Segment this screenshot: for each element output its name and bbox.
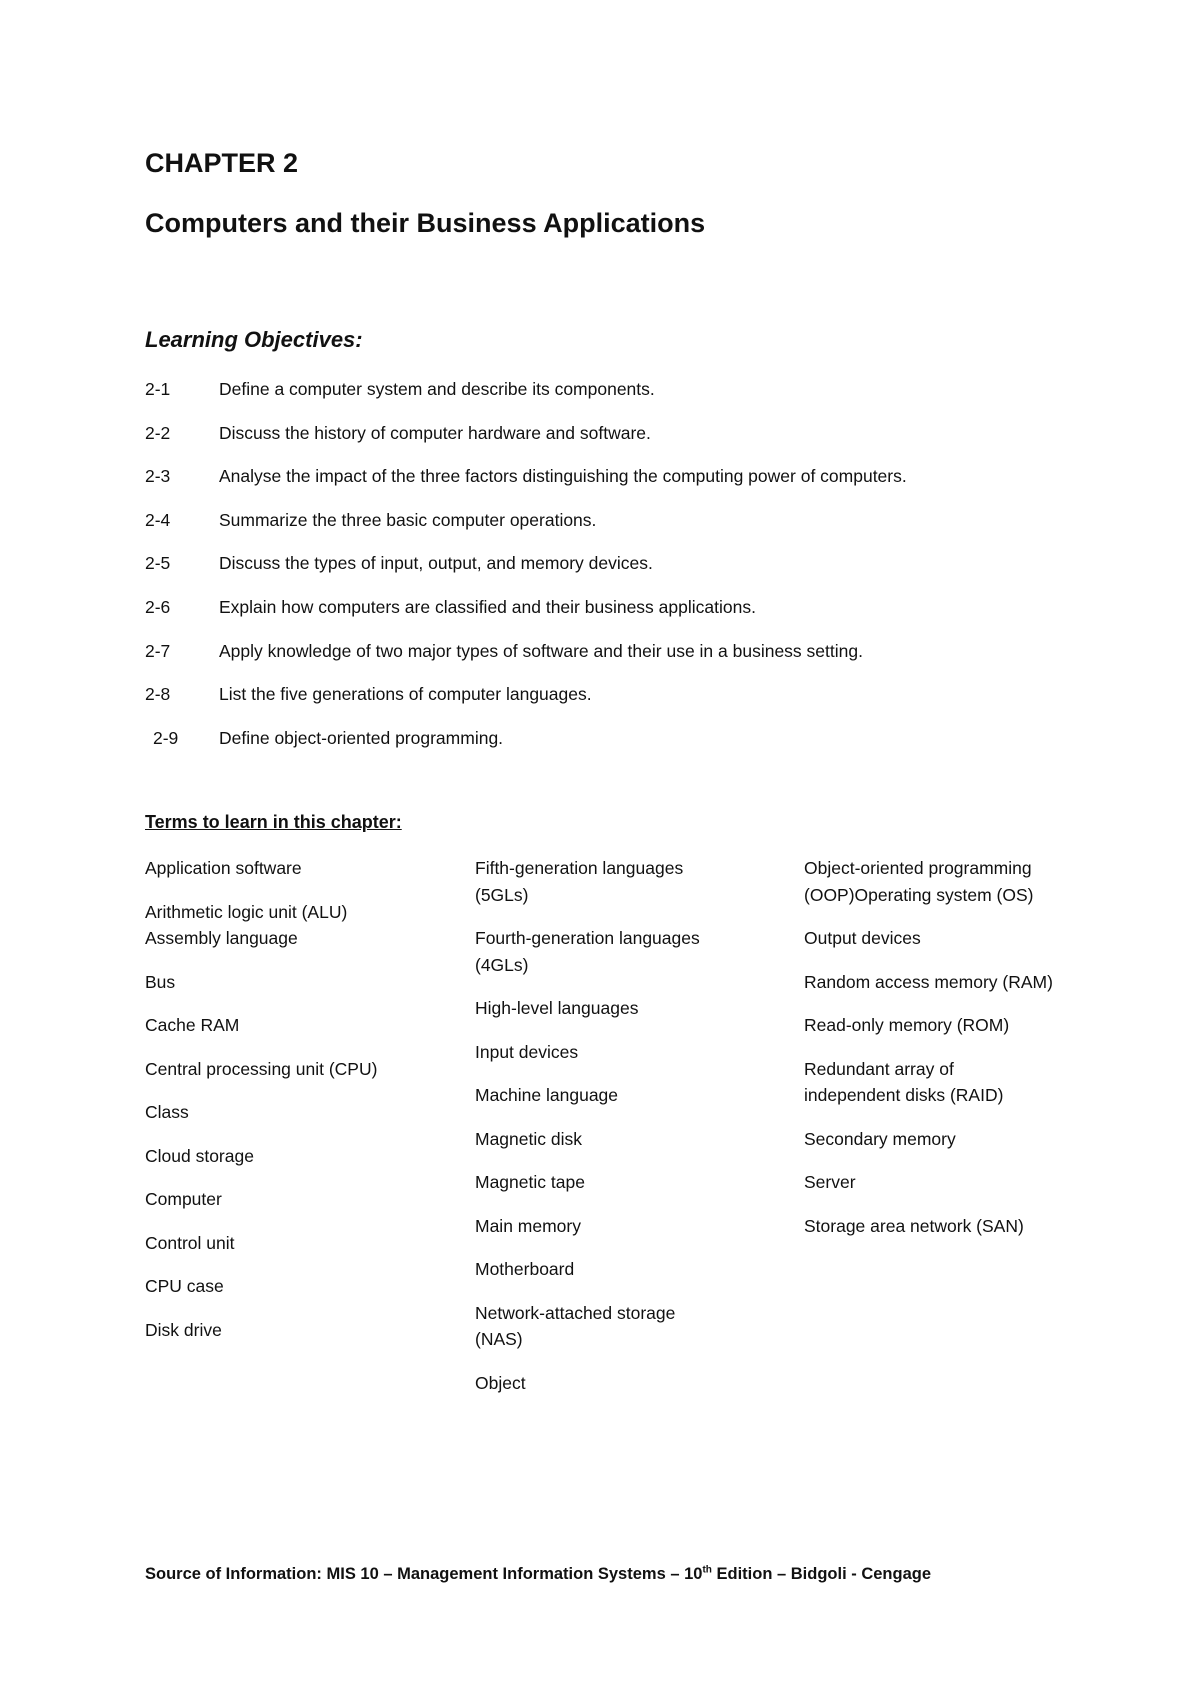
terms-column-1 xyxy=(145,855,395,1360)
term-item: Random access memory (RAM) xyxy=(804,971,1053,992)
objective-item xyxy=(145,682,1105,726)
objective-text: Define object-oriented programming. xyxy=(219,727,504,748)
term-item: Read-only memory (ROM) xyxy=(804,1015,1010,1035)
term-item: Magnetic disk xyxy=(475,1128,582,1149)
objective-item xyxy=(145,508,1105,552)
objective-item xyxy=(145,551,1105,595)
term-item: Cloud storage xyxy=(145,1145,254,1166)
objective-item xyxy=(145,595,1105,639)
objective-number: 2-9 xyxy=(153,727,179,748)
term-item: Object xyxy=(475,1372,526,1393)
objective-item xyxy=(145,726,1105,770)
terms-column-3 xyxy=(804,855,1054,1256)
objective-item xyxy=(145,639,1105,683)
objective-number: 2-8 xyxy=(145,684,171,705)
term-item: Machine language xyxy=(475,1085,619,1105)
term-item: Application software xyxy=(145,858,302,878)
objective-text: Summarize the three basic computer operations. xyxy=(219,509,597,530)
objective-item xyxy=(145,377,1105,421)
objective-text: Discuss the types of input, output, and memory devices. xyxy=(219,553,653,574)
term-item: Disk drive xyxy=(145,1319,222,1340)
term-item: Cache RAM xyxy=(145,1015,240,1035)
term-item: Fifth-generation languages (5GLs) xyxy=(475,858,684,905)
term-item: Fourth-generation languages (4GLs) xyxy=(475,928,700,975)
term-item: Magnetic tape xyxy=(475,1172,585,1192)
term-item: Input devices xyxy=(475,1041,579,1062)
objective-number: 2-5 xyxy=(145,553,171,574)
objective-text: List the five generations of computer languages. xyxy=(219,684,592,705)
term-item: Bus xyxy=(145,971,176,992)
objective-text: Define a computer system and describe its components. xyxy=(219,379,655,399)
objective-item xyxy=(145,464,1105,508)
terms-column-2 xyxy=(475,855,725,1413)
term-item: Object-oriented programming (OOP)Operating system (OS) xyxy=(804,858,1034,905)
objective-number: 2-3 xyxy=(145,466,171,487)
learning-objectives-list xyxy=(145,377,1105,769)
term-item: Secondary memory xyxy=(804,1128,956,1149)
objective-item xyxy=(145,421,1105,465)
term-item: Computer xyxy=(145,1189,222,1209)
footer-text-after: Edition – Bidgoli - Cengage xyxy=(711,1565,932,1583)
term-item: Main memory xyxy=(475,1215,581,1236)
objective-number: 2-1 xyxy=(145,379,171,399)
term-item: Motherboard xyxy=(475,1259,575,1279)
term-item: Redundant array of independent disks (RAID) xyxy=(804,1058,1004,1105)
objective-number: 2-6 xyxy=(145,596,171,617)
source-footer xyxy=(145,1565,931,1584)
objective-text: Explain how computers are classified and their business applications. xyxy=(219,596,756,617)
footer-superscript: th xyxy=(702,1564,712,1576)
term-item: CPU case xyxy=(145,1276,224,1296)
term-item: High-level languages xyxy=(475,998,639,1018)
objective-text: Analyse the impact of the three factors distinguishing the computing power of computers. xyxy=(219,466,907,487)
objective-number: 2-2 xyxy=(145,422,171,443)
term-item: Assembly language xyxy=(145,928,298,948)
term-item: Server xyxy=(804,1172,856,1192)
term-item: Arithmetic logic unit (ALU) xyxy=(145,901,348,922)
term-item: Control unit xyxy=(145,1232,235,1253)
learning-objectives-heading: Learning Objectives: xyxy=(145,327,363,352)
objective-text: Discuss the history of computer hardware and software. xyxy=(219,422,651,443)
chapter-heading: CHAPTER 2 xyxy=(145,148,299,178)
footer-text-before: Source of Information: MIS 10 – Management Information Systems – 10 xyxy=(145,1565,703,1583)
objective-number: 2-7 xyxy=(145,640,171,661)
chapter-title: Computers and their Business Applications xyxy=(145,208,706,238)
term-item: Network-attached storage (NAS) xyxy=(475,1302,676,1349)
objective-text: Apply knowledge of two major types of software and their use in a business setting. xyxy=(219,640,863,661)
term-item: Output devices xyxy=(804,928,921,948)
term-item: Storage area network (SAN) xyxy=(804,1215,1024,1236)
objective-number: 2-4 xyxy=(145,509,171,530)
term-item: Class xyxy=(145,1102,189,1122)
terms-heading: Terms to learn in this chapter: xyxy=(145,812,402,832)
term-item: Central processing unit (CPU) xyxy=(145,1058,378,1079)
